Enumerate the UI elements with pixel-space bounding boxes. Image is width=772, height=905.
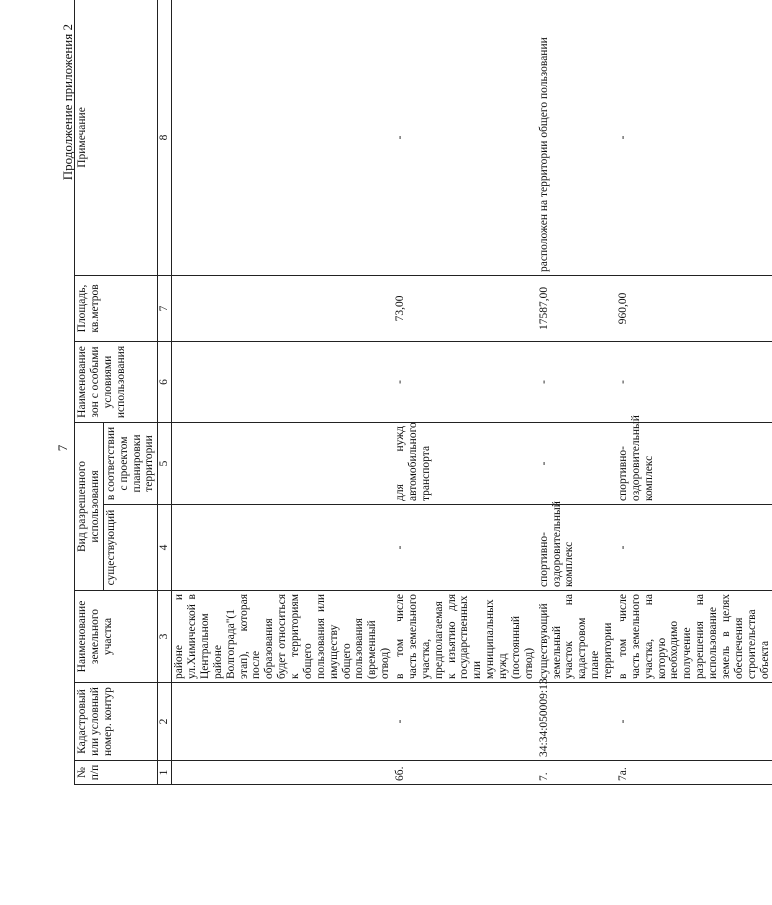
row-note: - bbox=[616, 0, 772, 275]
column-numbers-row bbox=[158, 0, 172, 785]
row-existing-use: - bbox=[616, 505, 772, 591]
header-plot-name: Наименование земельного участка bbox=[75, 591, 158, 683]
header-planned-use: в соответствии с проектом планировки территории bbox=[103, 422, 158, 504]
row-cadastral: 34:34:050009:13 bbox=[537, 683, 616, 761]
row-area: 73,00 bbox=[393, 275, 537, 341]
column-number: 5 bbox=[158, 422, 172, 504]
header-area: Площадь, кв.метров bbox=[75, 275, 158, 341]
row-cadastral: - bbox=[393, 683, 537, 761]
row-planned-use: спортивно-оздоровительный комплекс bbox=[616, 422, 772, 504]
header-number: № п/п bbox=[75, 761, 158, 785]
row-cadastral bbox=[172, 683, 393, 761]
row-number: 7. bbox=[537, 761, 616, 785]
header-zones: Наименование зон с особыми условиями использования bbox=[75, 341, 158, 422]
land-plots-table bbox=[74, 0, 772, 785]
row-existing-use: спортивно-оздоровительный комплекс bbox=[537, 505, 616, 591]
row-zones bbox=[172, 341, 393, 422]
row-existing-use bbox=[172, 505, 393, 591]
table-row bbox=[537, 0, 616, 785]
row-number: 6б. bbox=[393, 761, 537, 785]
row-note: - bbox=[393, 0, 537, 275]
row-existing-use: - bbox=[393, 505, 537, 591]
header-existing-use: существующий bbox=[103, 505, 158, 591]
table-row bbox=[393, 0, 537, 785]
table-row bbox=[172, 0, 393, 785]
page-number: 7 bbox=[55, 444, 70, 452]
column-number: 1 bbox=[158, 761, 172, 785]
continuation-label: Продолжение приложения 2 bbox=[60, 24, 75, 181]
row-plot-name: районе и ул.Химической в Центральном районе Волгограда"(1 этап), которая после образования будет относиться к территориям общего пользования или имуществу общего пользования (временный отвод) bbox=[172, 591, 393, 683]
row-note: расположен на территории общего пользовании bbox=[537, 0, 616, 275]
row-planned-use: для нужд автомобильного транспорта bbox=[393, 422, 537, 504]
row-plot-name: в том числе часть земельного участка, предполагаемая к изъятию для государственных или муниципальных нужд (постоянный отвод) bbox=[393, 591, 537, 683]
column-number: 4 bbox=[158, 505, 172, 591]
row-plot-name: в том числе часть земельного участка, на которую необходимо получение разрешения на использование земель в целях обеспечения строительства объекта bbox=[616, 591, 772, 683]
row-zones: - bbox=[393, 341, 537, 422]
row-number bbox=[172, 761, 393, 785]
row-area: 17587,00 bbox=[537, 275, 616, 341]
column-number: 7 bbox=[158, 275, 172, 341]
header-note: Примечание bbox=[75, 0, 158, 275]
row-zones: - bbox=[616, 341, 772, 422]
header-permitted-use: Вид разрешенного использования bbox=[75, 422, 104, 590]
column-number: 6 bbox=[158, 341, 172, 422]
header-cadastral: Кадастровый или условный номер. контур bbox=[75, 683, 158, 761]
row-planned-use bbox=[172, 422, 393, 504]
table-row bbox=[616, 0, 772, 785]
row-area bbox=[172, 275, 393, 341]
row-note bbox=[172, 0, 393, 275]
row-number: 7а. bbox=[616, 761, 772, 785]
row-area: 960,00 bbox=[616, 275, 772, 341]
column-number: 3 bbox=[158, 591, 172, 683]
row-planned-use: - bbox=[537, 422, 616, 504]
row-plot-name: существующий земельный участок на кадастровом плане территории bbox=[537, 591, 616, 683]
row-cadastral: - bbox=[616, 683, 772, 761]
column-number: 2 bbox=[158, 683, 172, 761]
column-number: 8 bbox=[158, 0, 172, 275]
row-zones: - bbox=[537, 341, 616, 422]
